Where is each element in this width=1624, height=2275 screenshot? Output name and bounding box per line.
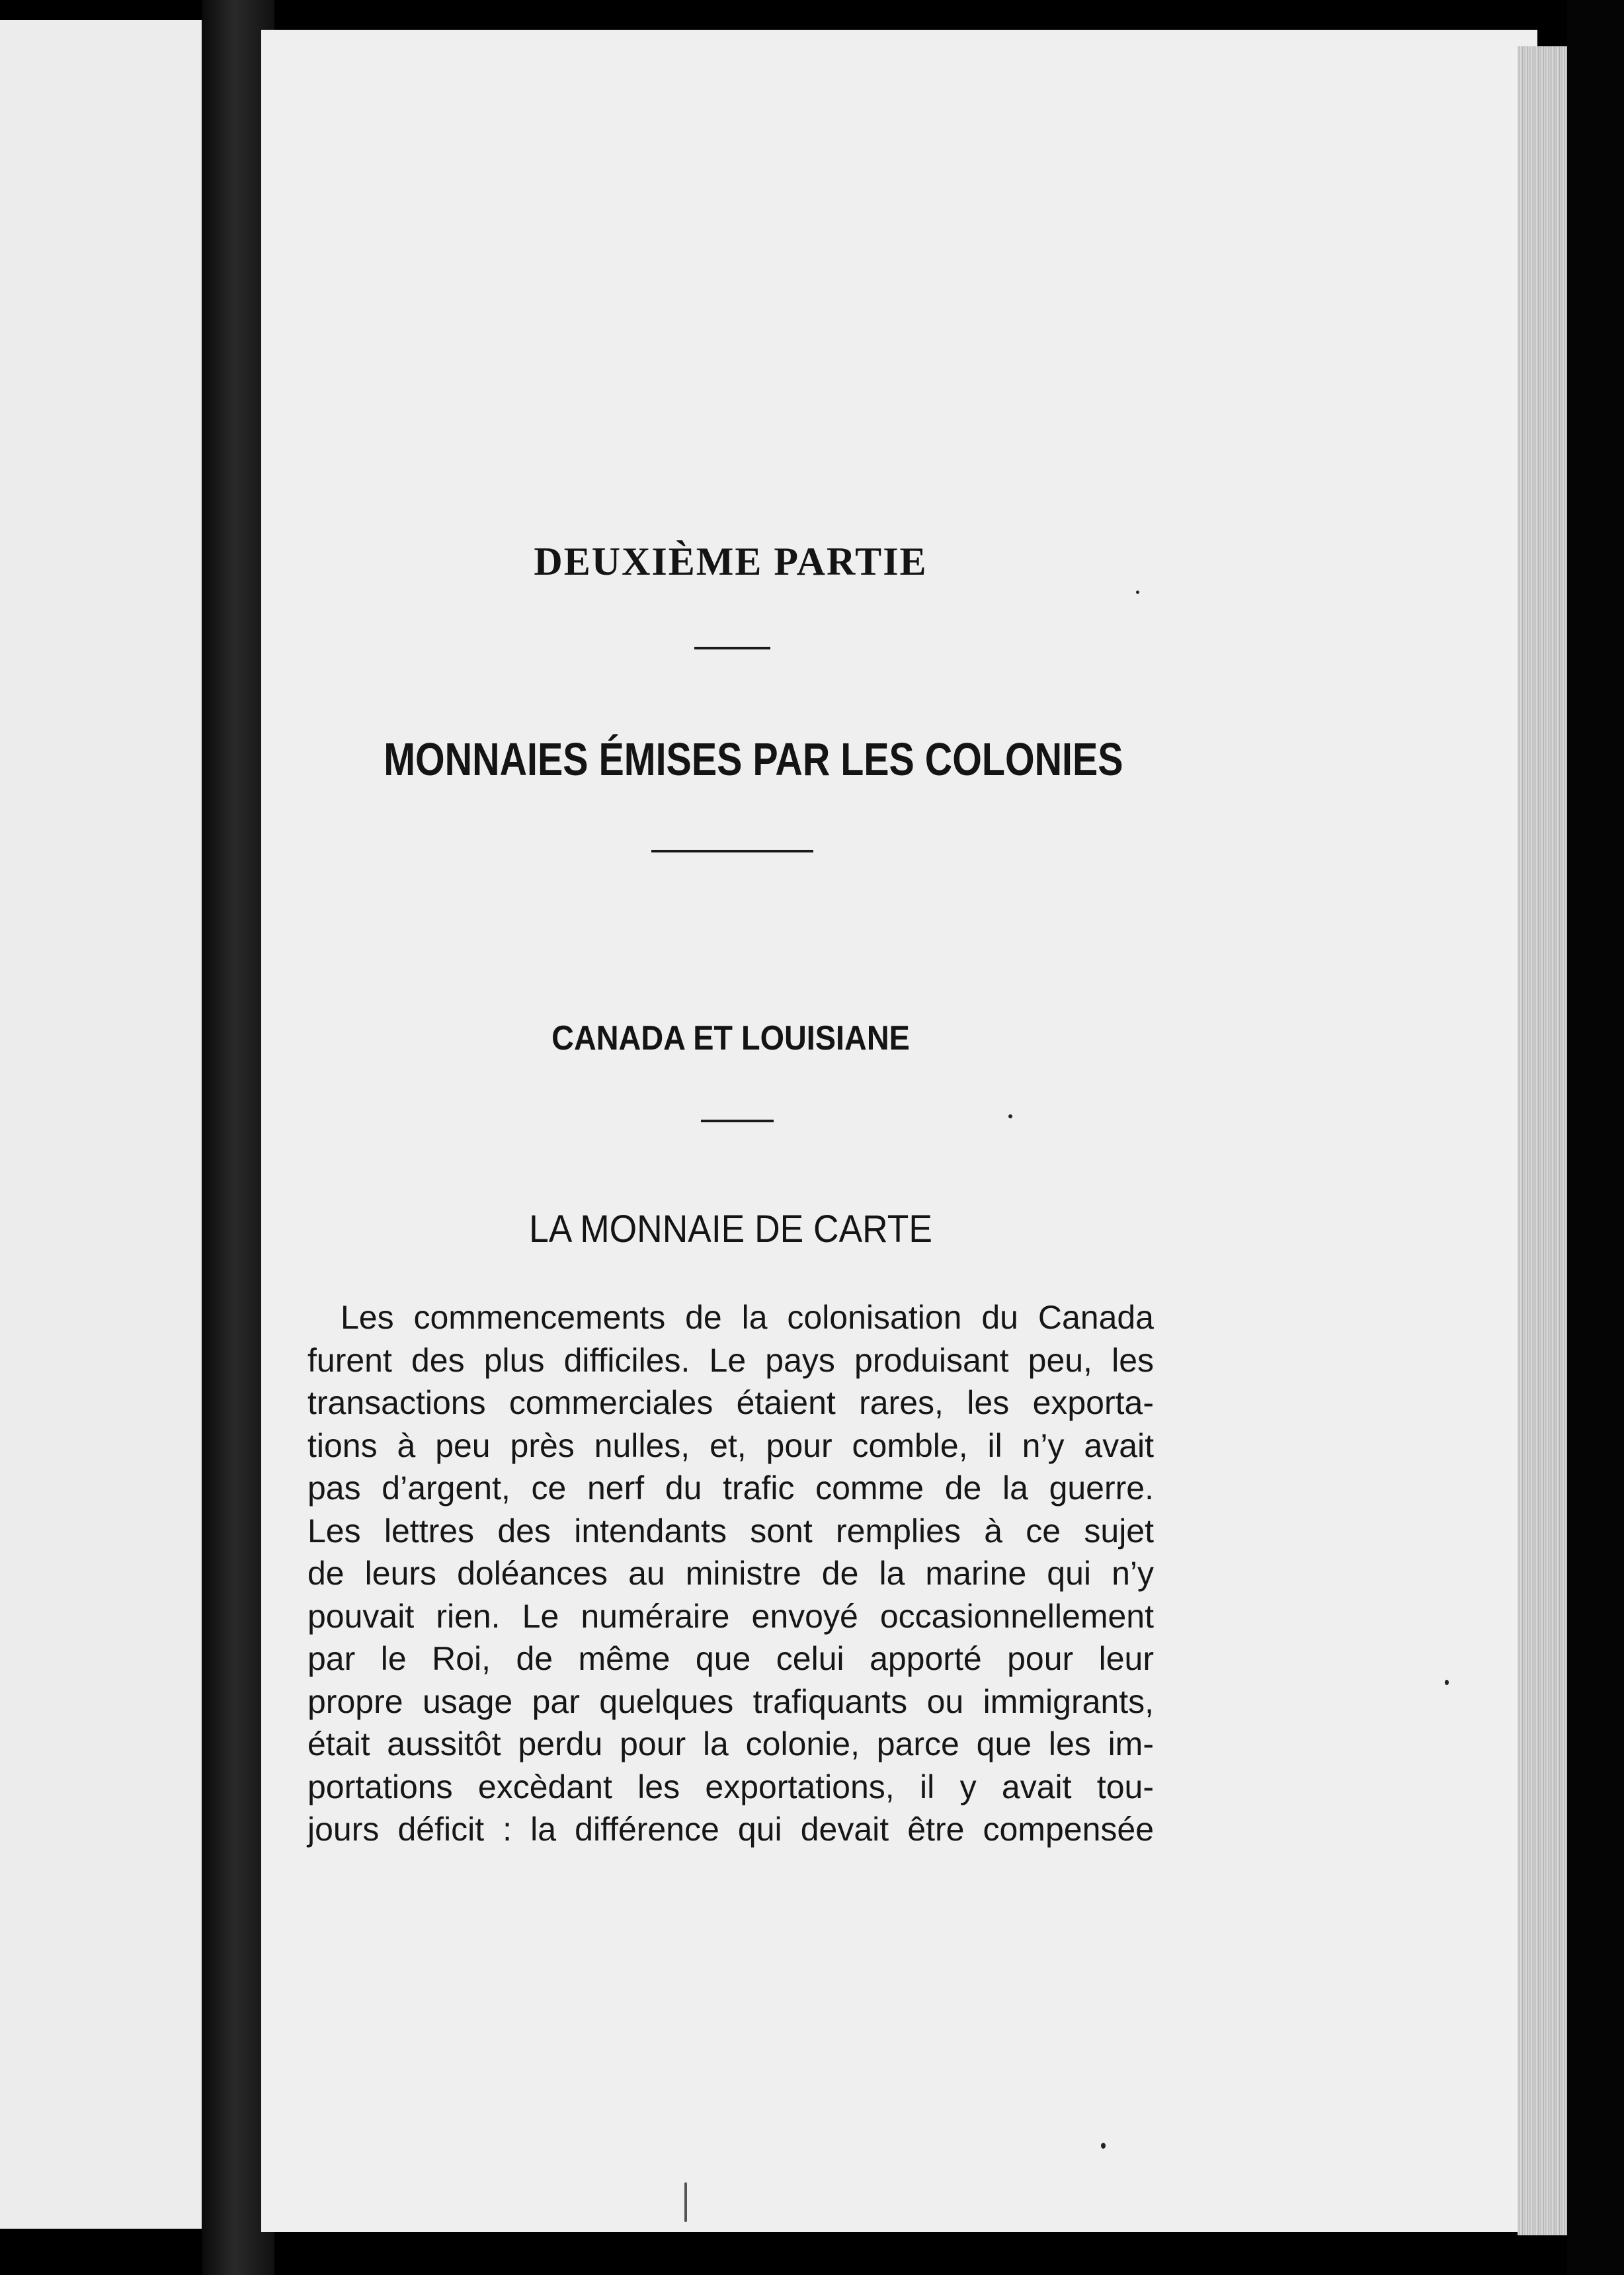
text-line: furent des plus difficiles. Le pays produisant peu, les xyxy=(307,1341,1154,1379)
divider-rule xyxy=(701,1120,774,1122)
body-paragraph xyxy=(307,1296,1154,1851)
left-facing-page xyxy=(0,20,202,2229)
section-heading: CANADA ET LOUISIANE xyxy=(551,1019,910,1057)
text-line: tions à peu près nulles, et, pour comble, il n’y avait xyxy=(307,1427,1154,1464)
scan-speck xyxy=(684,2182,687,2222)
scan-border xyxy=(1567,0,1624,2275)
page-edges xyxy=(1518,46,1567,2235)
scan-speck xyxy=(1445,1680,1449,1685)
text-line: pas d’argent, ce nerf du trafic comme de la guerre. xyxy=(307,1469,1154,1507)
text-line: Les lettres des intendants sont remplies à ce sujet xyxy=(307,1512,1154,1550)
text-line: de leurs doléances au ministre de la marine qui n’y xyxy=(307,1555,1154,1592)
text-line: propre usage par quelques trafiquants ou immigrants, xyxy=(307,1682,1154,1720)
text-line: portations excèdant les exportations, il y avait tou- xyxy=(307,1768,1154,1805)
text-line: jours déficit : la différence qui devait être compensée xyxy=(307,1811,1154,1848)
text-line: transactions commerciales étaient rares, les exporta- xyxy=(307,1384,1154,1421)
text-line: était aussitôt perdu pour la colonie, parce que les im- xyxy=(307,1725,1154,1762)
subsection-heading: LA MONNAIE DE CARTE xyxy=(529,1208,932,1251)
page-content xyxy=(307,0,1154,2275)
text-line: pouvait rien. Le numéraire envoyé occasionnellement xyxy=(307,1597,1154,1635)
main-heading: MONNAIES ÉMISES PAR LES COLONIES xyxy=(384,733,1123,785)
part-heading: DEUXIÈME PARTIE xyxy=(534,540,928,583)
divider-rule xyxy=(694,647,770,649)
scan-speck xyxy=(1008,1114,1012,1118)
scan-speck xyxy=(1101,2143,1106,2149)
scan-speck xyxy=(1136,591,1139,594)
text-line: par le Roi, de même que celui apporté pour leur xyxy=(307,1640,1154,1677)
divider-rule xyxy=(651,850,813,852)
text-line: Les commencements de la colonisation du Canada xyxy=(341,1299,1154,1336)
